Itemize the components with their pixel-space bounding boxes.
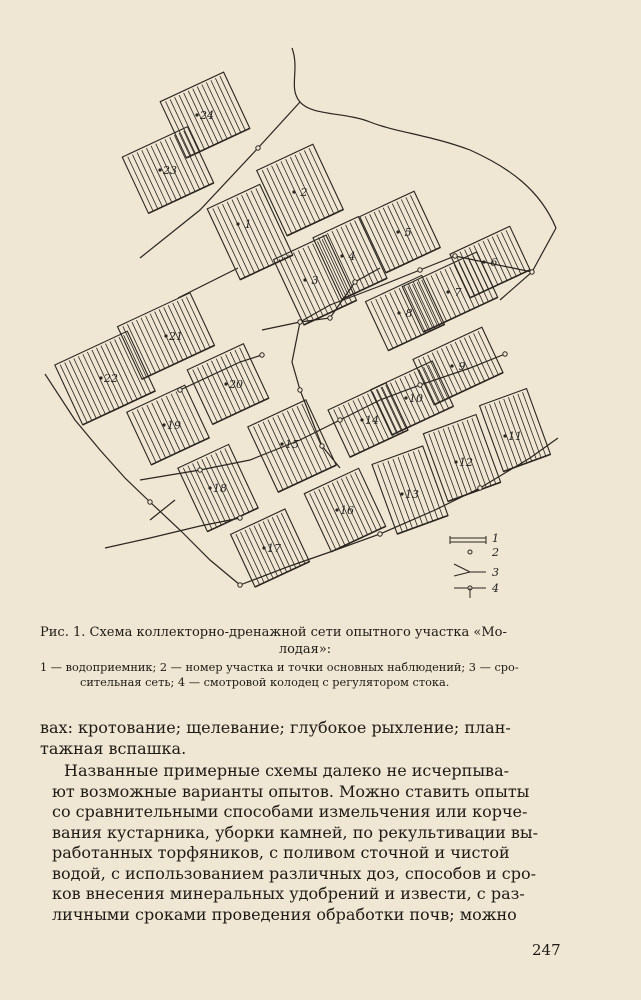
- collector-line: [500, 228, 556, 300]
- plot-label: 4: [348, 250, 356, 263]
- observation-point: [360, 418, 363, 421]
- paragraph-1: [40, 718, 568, 759]
- plot-1: [207, 184, 293, 279]
- plot-label: 14: [365, 414, 379, 427]
- collector-line: [150, 500, 175, 520]
- inspection-well: [530, 270, 534, 274]
- observation-point: [99, 376, 102, 379]
- figure-caption: [40, 624, 570, 658]
- observation-point: [503, 434, 506, 437]
- plot-label: 9: [458, 360, 466, 373]
- collector-line: [178, 268, 238, 298]
- inspection-well: [378, 532, 382, 536]
- inspection-well: [256, 146, 260, 150]
- page-number: 247: [532, 941, 561, 959]
- plot-label: 12: [459, 456, 473, 469]
- inspection-well: [298, 320, 302, 324]
- observation-point: [208, 486, 211, 489]
- paragraph-2: [52, 761, 568, 925]
- inspection-well: [478, 486, 482, 490]
- inspection-well: [148, 500, 152, 504]
- paragraph-2-line: работанных торфяников, с поливом сточной и чистой: [52, 843, 510, 862]
- inspection-well: [418, 383, 422, 387]
- observation-point: [162, 423, 165, 426]
- inspection-wells: [148, 146, 534, 587]
- plot-label: 11: [508, 430, 522, 443]
- drainage-network-diagram: [38, 38, 568, 608]
- inspection-well: [353, 280, 357, 284]
- observation-point: [404, 396, 407, 399]
- observation-point: [292, 190, 295, 193]
- plots-layer: [55, 72, 551, 587]
- legend-key-2: 2: [492, 546, 499, 559]
- observation-point: [396, 230, 399, 233]
- collector-line: [140, 102, 300, 258]
- caption-line-2: лодая»:: [278, 642, 332, 657]
- plot-label: 24: [200, 109, 214, 122]
- plot-5: [360, 191, 441, 273]
- plot-label: 10: [409, 392, 423, 405]
- paragraph-2-line: ют возможные варианты опытов. Можно ставить опыты: [52, 781, 530, 801]
- caption-legend: [40, 660, 570, 690]
- paragraph-1-line-1: вах: кротование; щелевание; глубокое рыхление; план-: [40, 718, 511, 737]
- plot-label: 2: [300, 186, 308, 199]
- observation-point: [164, 334, 167, 337]
- observation-point: [482, 260, 485, 263]
- inspection-well: [503, 352, 507, 356]
- plot-label: 21: [169, 330, 183, 343]
- caption-legend-line-2: сительная сеть; 4 — смотровой колодец с регулятором стока.: [80, 676, 450, 689]
- plot-label: 20: [229, 378, 243, 391]
- observation-point: [446, 290, 449, 293]
- inspection-well: [298, 388, 302, 392]
- paragraph-2-line: вания кустарника, уборки камней, по рекультивации вы-: [52, 822, 539, 842]
- legend-key-3: 3: [492, 566, 499, 579]
- inspection-well: [418, 268, 422, 272]
- inspection-well: [320, 444, 324, 448]
- plot-label: 22: [104, 372, 118, 385]
- plot-label: 17: [267, 542, 281, 555]
- body-text: [40, 718, 568, 925]
- observation-point: [335, 508, 338, 511]
- plot-label: 6: [490, 256, 498, 269]
- observation-point: [224, 382, 227, 385]
- figure-legend: [440, 528, 510, 608]
- inspection-well: [453, 254, 457, 258]
- caption-legend-line-1: 1 — водоприемник; 2 — номер участка и точки основных наблюдений; 3 — сро-: [40, 661, 519, 674]
- paragraph-2-line: со сравнительными способами измельчения или корче-: [52, 802, 528, 821]
- plot-label: 13: [405, 488, 419, 501]
- observation-point: [400, 492, 403, 495]
- inspection-well: [338, 418, 342, 422]
- legend-key-1: 1: [492, 532, 499, 545]
- plot-label: 16: [340, 504, 354, 517]
- paragraph-2-line: Названные примерные схемы далеко не исчерпыва-: [64, 761, 510, 780]
- inspection-well: [198, 468, 202, 472]
- inspection-well: [260, 353, 264, 357]
- inspection-well: [328, 316, 332, 320]
- plot-20: [187, 344, 269, 425]
- observation-point: [454, 460, 457, 463]
- collector-line: [180, 355, 262, 390]
- paragraph-2-line: водой, с использованием различных доз, способов и сро-: [52, 863, 537, 883]
- plot-label: 19: [167, 419, 181, 432]
- caption-line-1: Рис. 1. Схема коллекторно-дренажной сети опытного участка «Мо-: [40, 625, 507, 640]
- plot-label: 1: [244, 218, 252, 231]
- observation-point: [280, 442, 283, 445]
- observation-point: [158, 168, 161, 171]
- observation-point: [303, 278, 306, 281]
- inspection-well: [178, 388, 182, 392]
- plot-label: 8: [405, 307, 413, 320]
- plot-label: 15: [285, 438, 299, 451]
- observation-point: [195, 113, 198, 116]
- observation-point: [450, 364, 453, 367]
- inspection-well: [238, 516, 242, 520]
- observation-point: [262, 546, 265, 549]
- observation-point: [340, 254, 343, 257]
- paragraph-2-line: личными сроками проведения обработки почв; можно: [52, 904, 517, 924]
- paragraph-1-line-2: тажная вспашка.: [40, 738, 187, 758]
- inspection-well: [238, 583, 242, 587]
- collector-network: [45, 48, 558, 585]
- plot-label: 23: [163, 164, 177, 177]
- plot-label: 7: [454, 286, 462, 299]
- observation-point: [397, 311, 400, 314]
- plot-label: 5: [404, 226, 412, 239]
- observation-point: [236, 222, 239, 225]
- plot-label: 3: [311, 274, 319, 287]
- legend-key-4: 4: [492, 582, 499, 595]
- river-line: [292, 48, 556, 228]
- paragraph-2-line: ков внесения минеральных удобрений и извести, с раз-: [52, 884, 525, 903]
- plot-label: 18: [213, 482, 227, 495]
